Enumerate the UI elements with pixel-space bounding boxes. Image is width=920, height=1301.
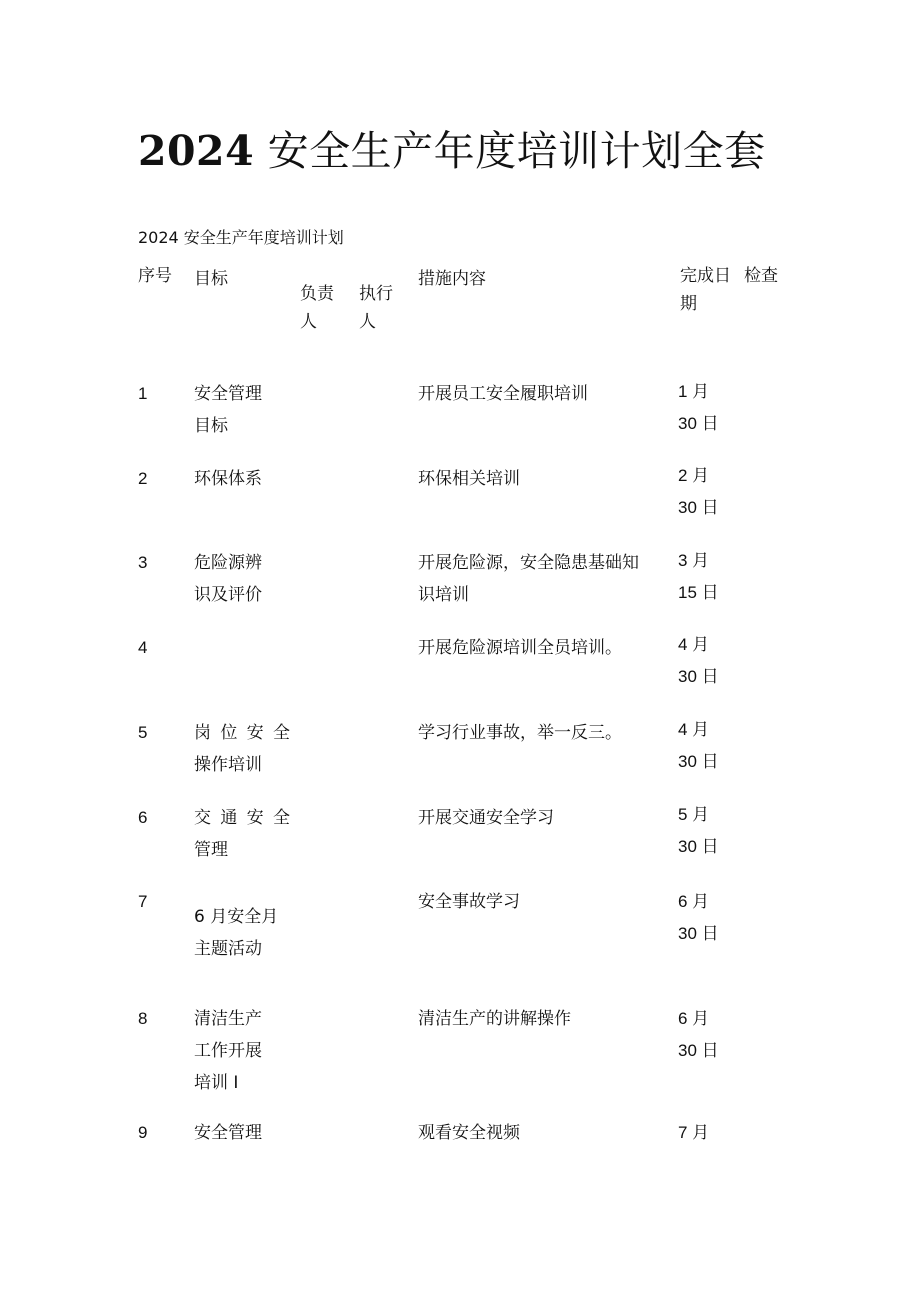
row-7-due-date: 6 月 30 日 <box>678 892 719 943</box>
row-5-due-date: 4 月 30 日 <box>678 720 719 771</box>
row-5-goal: 岗位安全 操作培训 <box>194 723 290 775</box>
row-7-measure: 安全事故学习 <box>418 892 520 912</box>
row-5-measure: 学习行业事故，举一反三。 <box>418 723 622 743</box>
header-goal: 目标 <box>194 269 228 289</box>
row-1-seq: 1 <box>138 384 148 403</box>
row-2-seq: 2 <box>138 469 148 488</box>
row-2-measure: 环保相关培训 <box>418 469 520 489</box>
row-9-seq: 9 <box>138 1123 148 1142</box>
row-8-goal: 清洁生产 工作开展 培训 I <box>194 1009 262 1093</box>
row-2-due-date: 2 月 30 日 <box>678 466 719 517</box>
row-3-due-date: 3 月 15 日 <box>678 551 719 602</box>
row-4-due-date: 4 月 30 日 <box>678 635 719 686</box>
row-9-due-date: 7 月 <box>678 1123 710 1142</box>
header-owner: 负责 人 <box>300 284 334 332</box>
row-3-measure: 开展危险源，安全隐患基础知 识培训 <box>418 553 639 605</box>
header-due-date: 完成日 期 <box>680 266 731 314</box>
row-8-seq: 8 <box>138 1009 148 1028</box>
header-measure: 措施内容 <box>418 269 486 289</box>
header-check: 检查 <box>744 266 778 286</box>
row-7-seq: 7 <box>138 892 148 911</box>
subtitle: 2024 安全生产年度培训计划 <box>138 228 344 247</box>
header-executor: 执行 人 <box>359 284 393 332</box>
row-7-goal: 6 月安全月 主题活动 <box>194 907 279 959</box>
row-1-measure: 开展员工安全履职培训 <box>418 384 588 404</box>
row-4-measure: 开展危险源培训全员培训。 <box>418 638 622 658</box>
row-6-due-date: 5 月 30 日 <box>678 805 719 856</box>
row-4-seq: 4 <box>138 638 148 657</box>
row-3-seq: 3 <box>138 553 148 572</box>
row-6-seq: 6 <box>138 808 148 827</box>
row-2-goal: 环保体系 <box>194 469 262 489</box>
row-3-goal: 危险源辨 识及评价 <box>194 553 262 605</box>
row-8-due-date: 6 月 30 日 <box>678 1009 719 1060</box>
header-seq: 序号 <box>138 266 172 286</box>
row-8-measure: 清洁生产的讲解操作 <box>418 1009 571 1029</box>
row-1-due-date: 1 月 30 日 <box>678 382 719 433</box>
row-9-goal: 安全管理 <box>194 1123 262 1143</box>
row-1-goal: 安全管理 目标 <box>194 384 262 436</box>
row-9-measure: 观看安全视频 <box>418 1123 520 1143</box>
row-5-seq: 5 <box>138 723 148 742</box>
row-6-goal: 交通安全 管理 <box>194 808 290 860</box>
row-6-measure: 开展交通安全学习 <box>418 808 554 828</box>
page-title: 2024 安全生产年度培训计划全套 <box>138 127 766 175</box>
